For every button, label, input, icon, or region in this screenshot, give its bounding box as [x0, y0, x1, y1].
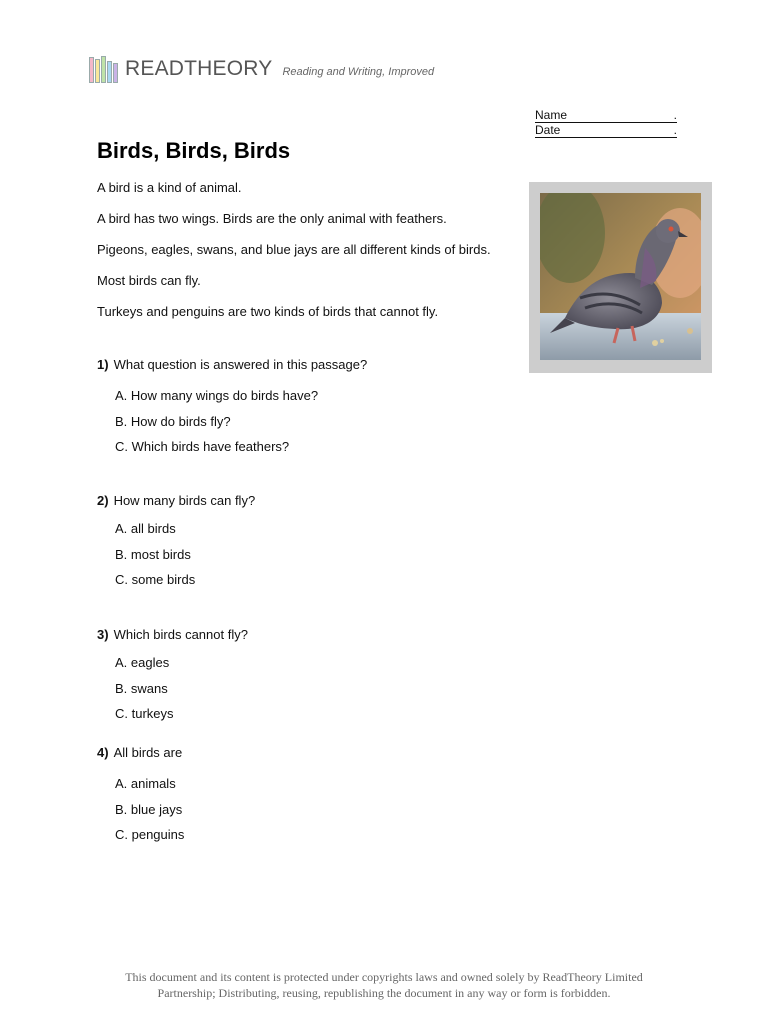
date-label: Date: [535, 123, 561, 137]
answer-option[interactable]: A. eagles: [115, 655, 170, 670]
passage-sentence: A bird has two wings. Birds are the only animal with feathers.: [97, 211, 447, 226]
name-label: Name: [535, 108, 568, 122]
brand-tagline: Reading and Writing, Improved: [282, 66, 435, 78]
pigeon-photo: [540, 193, 701, 360]
question-3: [97, 627, 517, 732]
question-number: 3): [97, 627, 109, 642]
book-icon: [89, 57, 94, 83]
question-text: Which birds cannot fly?: [113, 627, 248, 642]
answer-option[interactable]: B. most birds: [115, 546, 191, 562]
answer-option[interactable]: C. penguins: [115, 827, 185, 842]
answer-option[interactable]: C. turkeys: [115, 706, 174, 721]
question-text: All birds are: [113, 745, 183, 760]
answer-option[interactable]: A. How many wings do birds have?: [115, 388, 319, 403]
name-end-mark: .: [673, 108, 677, 122]
answer-option[interactable]: C. some birds: [115, 572, 196, 587]
page-title: Birds, Birds, Birds: [97, 138, 291, 163]
answer-option[interactable]: B. How do birds fly?: [115, 413, 231, 429]
footer-line: This document and its content is protected under copyrights laws and owned solely by ReadTheory Limited: [125, 970, 643, 984]
question-text: How many birds can fly?: [113, 493, 256, 508]
question-4: [97, 745, 517, 853]
photo-frame: [529, 182, 712, 373]
passage-sentence: Most birds can fly.: [97, 273, 201, 288]
book-icon: [107, 61, 112, 83]
date-end-mark: .: [673, 123, 677, 137]
passage-sentence: Pigeons, eagles, swans, and blue jays are all different kinds of birds.: [97, 242, 491, 257]
copyright-footer: [90, 969, 678, 1001]
question-text: What question is answered in this passage?: [113, 357, 368, 372]
answer-option[interactable]: B. blue jays: [115, 801, 183, 817]
question-number: 1): [97, 357, 109, 372]
passage-sentence: A bird is a kind of animal.: [97, 180, 242, 195]
book-icon: [113, 63, 118, 83]
date-field[interactable]: [535, 124, 677, 138]
books-logo-icon: [89, 55, 119, 83]
answer-option[interactable]: A. all birds: [115, 521, 176, 536]
question-number: 2): [97, 493, 109, 508]
footer-line: Partnership; Distributing, reusing, republishing the document in any way or form is forbidden.: [157, 986, 611, 1000]
question-2: [97, 493, 517, 598]
answer-option[interactable]: B. swans: [115, 680, 168, 696]
book-icon: [95, 59, 100, 83]
question-number: 4): [97, 745, 109, 760]
passage-sentence: Turkeys and penguins are two kinds of birds that cannot fly.: [97, 304, 439, 319]
answer-option[interactable]: A. animals: [115, 776, 176, 791]
name-field[interactable]: [535, 109, 677, 123]
reading-passage: [97, 180, 517, 335]
brand-name: READTHEORY: [125, 57, 273, 80]
answer-option[interactable]: C. Which birds have feathers?: [115, 439, 290, 454]
question-1: [97, 357, 517, 465]
readtheory-logo: [89, 54, 434, 84]
book-icon: [101, 56, 106, 83]
